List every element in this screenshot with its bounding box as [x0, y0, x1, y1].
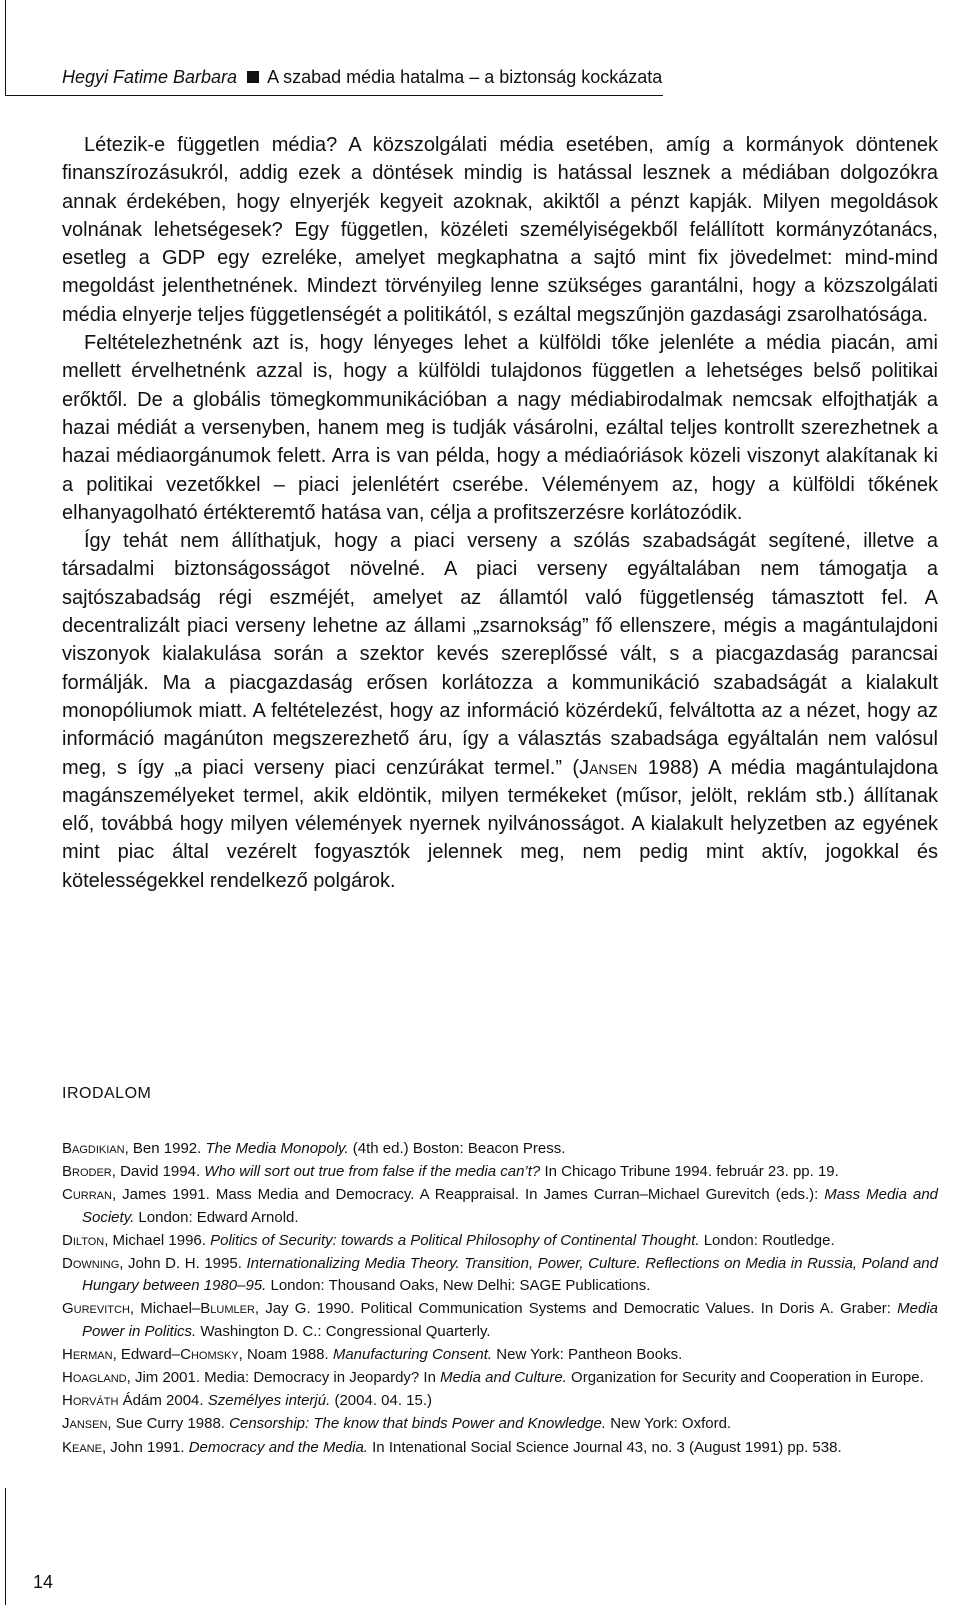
running-head-title: A szabad média hatalma – a biztonság kockázata — [267, 67, 663, 87]
paragraph-1: Létezik-e független média? A közszolgálati média esetében, amíg a kormányok döntenek finanszírozásukról, addig ezek a döntések mindig is hatással lesznek a médiában dolgozókra annak érdekében, hogy elnyerjék kegyeit azoknak, akiktől a pénzt kapják. Milyen megoldások volnának lehetségesek? Egy független, közéleti személyiségekből felállított kormányzótanács, esetleg a GDP egy ezreléke, amelyet megkaphatna a sajtó mint fix jövedelmet: mind-mind megoldást jelenthetnének. Mindezt törvényileg lenne szükséges garantálni, hogy a közszolgálati média elnyerje teljes függetlenségét a politikától, s ezáltal megszűnjön gazdasági zsarolhatósága. — [62, 134, 938, 326]
reference-item: Curran, James 1991. Mass Media and Democracy. A Reappraisal. In James Curran–Michael Gurevitch (eds.): Mass Media and Society. London: Edward Arnold. — [62, 1186, 938, 1226]
reference-list — [62, 1138, 938, 1460]
reference-item: Bagdikian, Ben 1992. The Media Monopoly. (4th ed.) Boston: Beacon Press. — [62, 1140, 566, 1157]
running-head-author: Hegyi Fatime Barbara — [62, 67, 238, 87]
reference-item: Downing, John D. H. 1995. Internationalizing Media Theory. Transition, Power, Culture. Reflections on Media in Russia, Poland and Hungary between 1980–95. London: Thousand Oaks, New Delhi: SAGE Publications. — [62, 1255, 938, 1295]
citation-author: Jansen — [579, 756, 638, 779]
paragraph-3-part-a: Így tehát nem állíthatjuk, hogy a piaci verseny a szólás szabadságát segítené, illetve a társadalmi biztonságosságot növelné. A piaci verseny egyáltalában nem támogatja a sajtószabadság régi eszméjét, amelyet az államtól való függetlenség támasztott fel. A decentralizált piaci verseny lehetne az állami „zsarnokság” fő ellenszere, mégis a magántulajdoni viszonyok kialakulása során a szektor kevés szereplőssé vált, s a piacgazdaság parancsai formálják. Ma a piacgazdaság erősen korlátozza a kommunikáció szabadságát a kialakult monopóliumok miatt. A feltételezést, hogy az információ közérdekű, felváltotta az a nézet, hogy az információ magánúton megszerezhető áru, így a választás szabadsága egyáltalán nem valósul meg, s így „a piaci verseny piaci cenzúrákat termel.” ( — [62, 530, 938, 779]
page-number: 14 — [33, 1572, 54, 1592]
running-head — [62, 67, 662, 88]
reference-item: Hoagland, Jim 2001. Media: Democracy in Jeopardy? In Media and Culture. Organization for Security and Cooperation in Europe. — [62, 1369, 924, 1387]
reference-item: Dilton, Michael 1996. Politics of Security: towards a Political Philosophy of Continental Thought. London: Routledge. — [62, 1231, 835, 1249]
reference-item: Herman, Edward–Chomsky, Noam 1988. Manufacturing Consent. New York: Pantheon Books. — [62, 1345, 683, 1363]
body-text — [62, 131, 938, 895]
reference-item: Keane, John 1991. Democracy and the Media. In Intenational Social Science Journal 43, no. 3 (August 1991) pp. 538. — [62, 1438, 842, 1456]
reference-item: Gurevitch, Michael–Blumler, Jay G. 1990. Political Communication Systems and Democratic Values. In Doris A. Graber: Media Power in Politics. Washington D. C.: Congressional Quarterly. — [62, 1300, 938, 1340]
references-heading: IRODALOM — [62, 1085, 152, 1102]
margin-rule-bottom — [5, 1488, 6, 1605]
paragraph-2: Feltételezhetnénk azt is, hogy lényeges lehet a külföldi tőke jelenléte a média piacán, ami mellett érvelhetnénk azzal is, hogy a külföldi tulajdonos független a lehetséges belső politikai erőktől. De a globális tömegkommunikációban a nagy médiabirodalmak nemcsak elfojthatják a hazai médiát a versenyben, hanem meg is tudják vásárolni, ezáltal teljes kontrollt szerezhetnek a hazai médiaorgánumok felett. Arra is van példa, hogy a médiaóriások közeli viszonyt alakítanak ki a politikai vezetőkkel – piaci jelenlétért cserébe. Véleményem az, hogy a külföldi tőkének elhanyagolható értékteremtő hatása van, célja a profitszerzésre korlátozódik. — [62, 332, 938, 524]
paragraph-3-part-b: 1988) A média magántulajdona magánszemélyeket termel, akik eldöntik, milyen termékeket (műsor, jelölt, reklám stb.) állítanak elő, továbbá hogy milyen vélemények nyernek nyilvánosságot. A kialakult helyzetben az egyének mint piac által vezérelt fogyasztók jelennek meg, nem pedig mint aktív, jogokkal és kötelességekkel rendelkező polgárok. — [62, 756, 938, 892]
reference-item: Horváth Ádám 2004. Személyes interjú. (2004. 04. 15.) — [62, 1392, 433, 1410]
header-rule — [5, 95, 663, 96]
paragraph-3 — [62, 527, 938, 895]
square-bullet-icon — [247, 71, 259, 83]
reference-item: Broder, David 1994. Who will sort out true from false if the media can’t? In Chicago Tribune 1994. február 23. pp. 19. — [62, 1163, 839, 1181]
reference-item: Jansen, Sue Curry 1988. Censorship: The know that binds Power and Knowledge. New York: Oxford. — [62, 1415, 732, 1433]
margin-rule-top — [5, 0, 6, 96]
